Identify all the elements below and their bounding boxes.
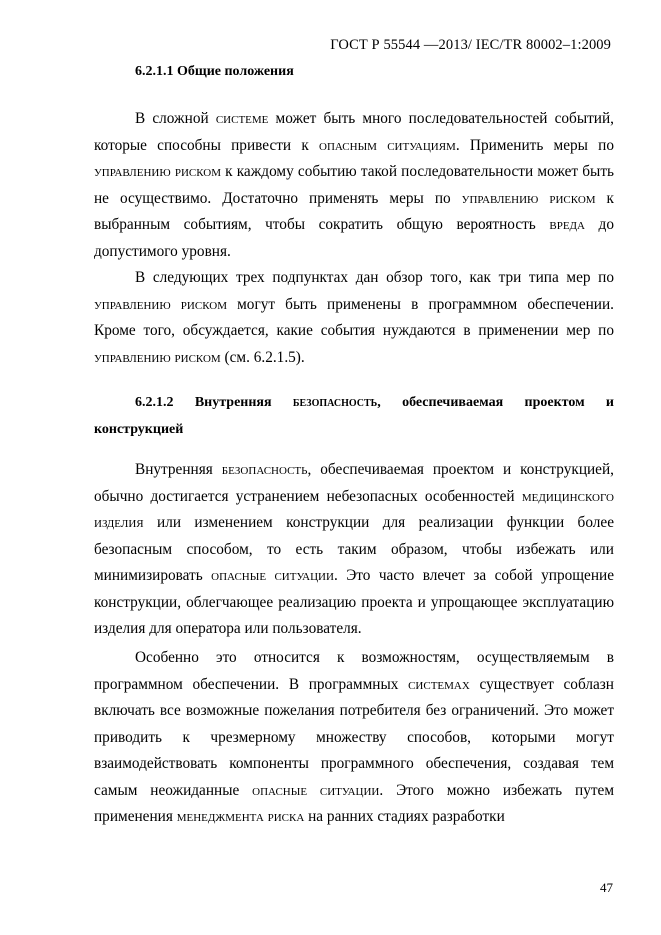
page-number: 47 [600, 880, 613, 895]
paragraph-software-features [94, 645, 614, 831]
paragraph-general-provisions [94, 106, 614, 265]
paragraph-text: Внутренняя безопасность, обеспечиваемая проектом и конструкцией, обычно достигается устранением небезопасных особенностей медицинского изделия или изменением конструкции для реализации функции более безопасным способом, то есть таким образом, чтобы избежать или минимизировать опасные ситуации. Это часто влечет за собой упрощение конструкции, облегчающее реализацию проекта и упрощающее эксплуатацию изделия для оператора или пользователя. [94, 461, 615, 637]
standard-header: ГОСТ Р 55544 —2013/ IEC/TR 80002–1:2009 [330, 37, 611, 53]
section-heading-6-2-1-2: 6.2.1.2 Внутренняя безопасность, обеспечиваемая проектом и конструкцией [94, 395, 614, 437]
paragraph-text: В следующих трех подпунктах дан обзор того, как три типа мер по управлению риском могут быть применены в программном обеспечении. Кроме того, обсуждается, какие события нуждаются в применении мер по управлению риском (см. 6.2.1.5). [94, 269, 614, 366]
paragraph-text: В сложной системе может быть много последовательностей событий, которые способны привести к опасным ситуациям. Применить меры по управлению риском к каждому событию такой последовательности может быть не осуществимо. Достаточно применять меры по управлению риском к выбранным событиям, чтобы сократить общую вероятность вреда до допустимого уровня. [94, 110, 614, 260]
paragraph-text: Особенно это относится к возможностям, осуществляемым в программном обеспечении. В программных системах существует соблазн включать все возможные пожелания потребителя без ограничений. Это может приводить к чрезмерному множеству способов, которыми могут взаимодействовать компоненты программного обеспечения, создавая тем самым неожиданные опасные ситуации. Этого можно избежать путем применения менеджмента риска на ранних стадиях разработки [94, 649, 615, 825]
paragraph-overview [94, 265, 614, 371]
section-heading-6-2-1-1: 6.2.1.1 Общие положения [135, 64, 294, 79]
paragraph-inherent-safety [94, 457, 614, 643]
